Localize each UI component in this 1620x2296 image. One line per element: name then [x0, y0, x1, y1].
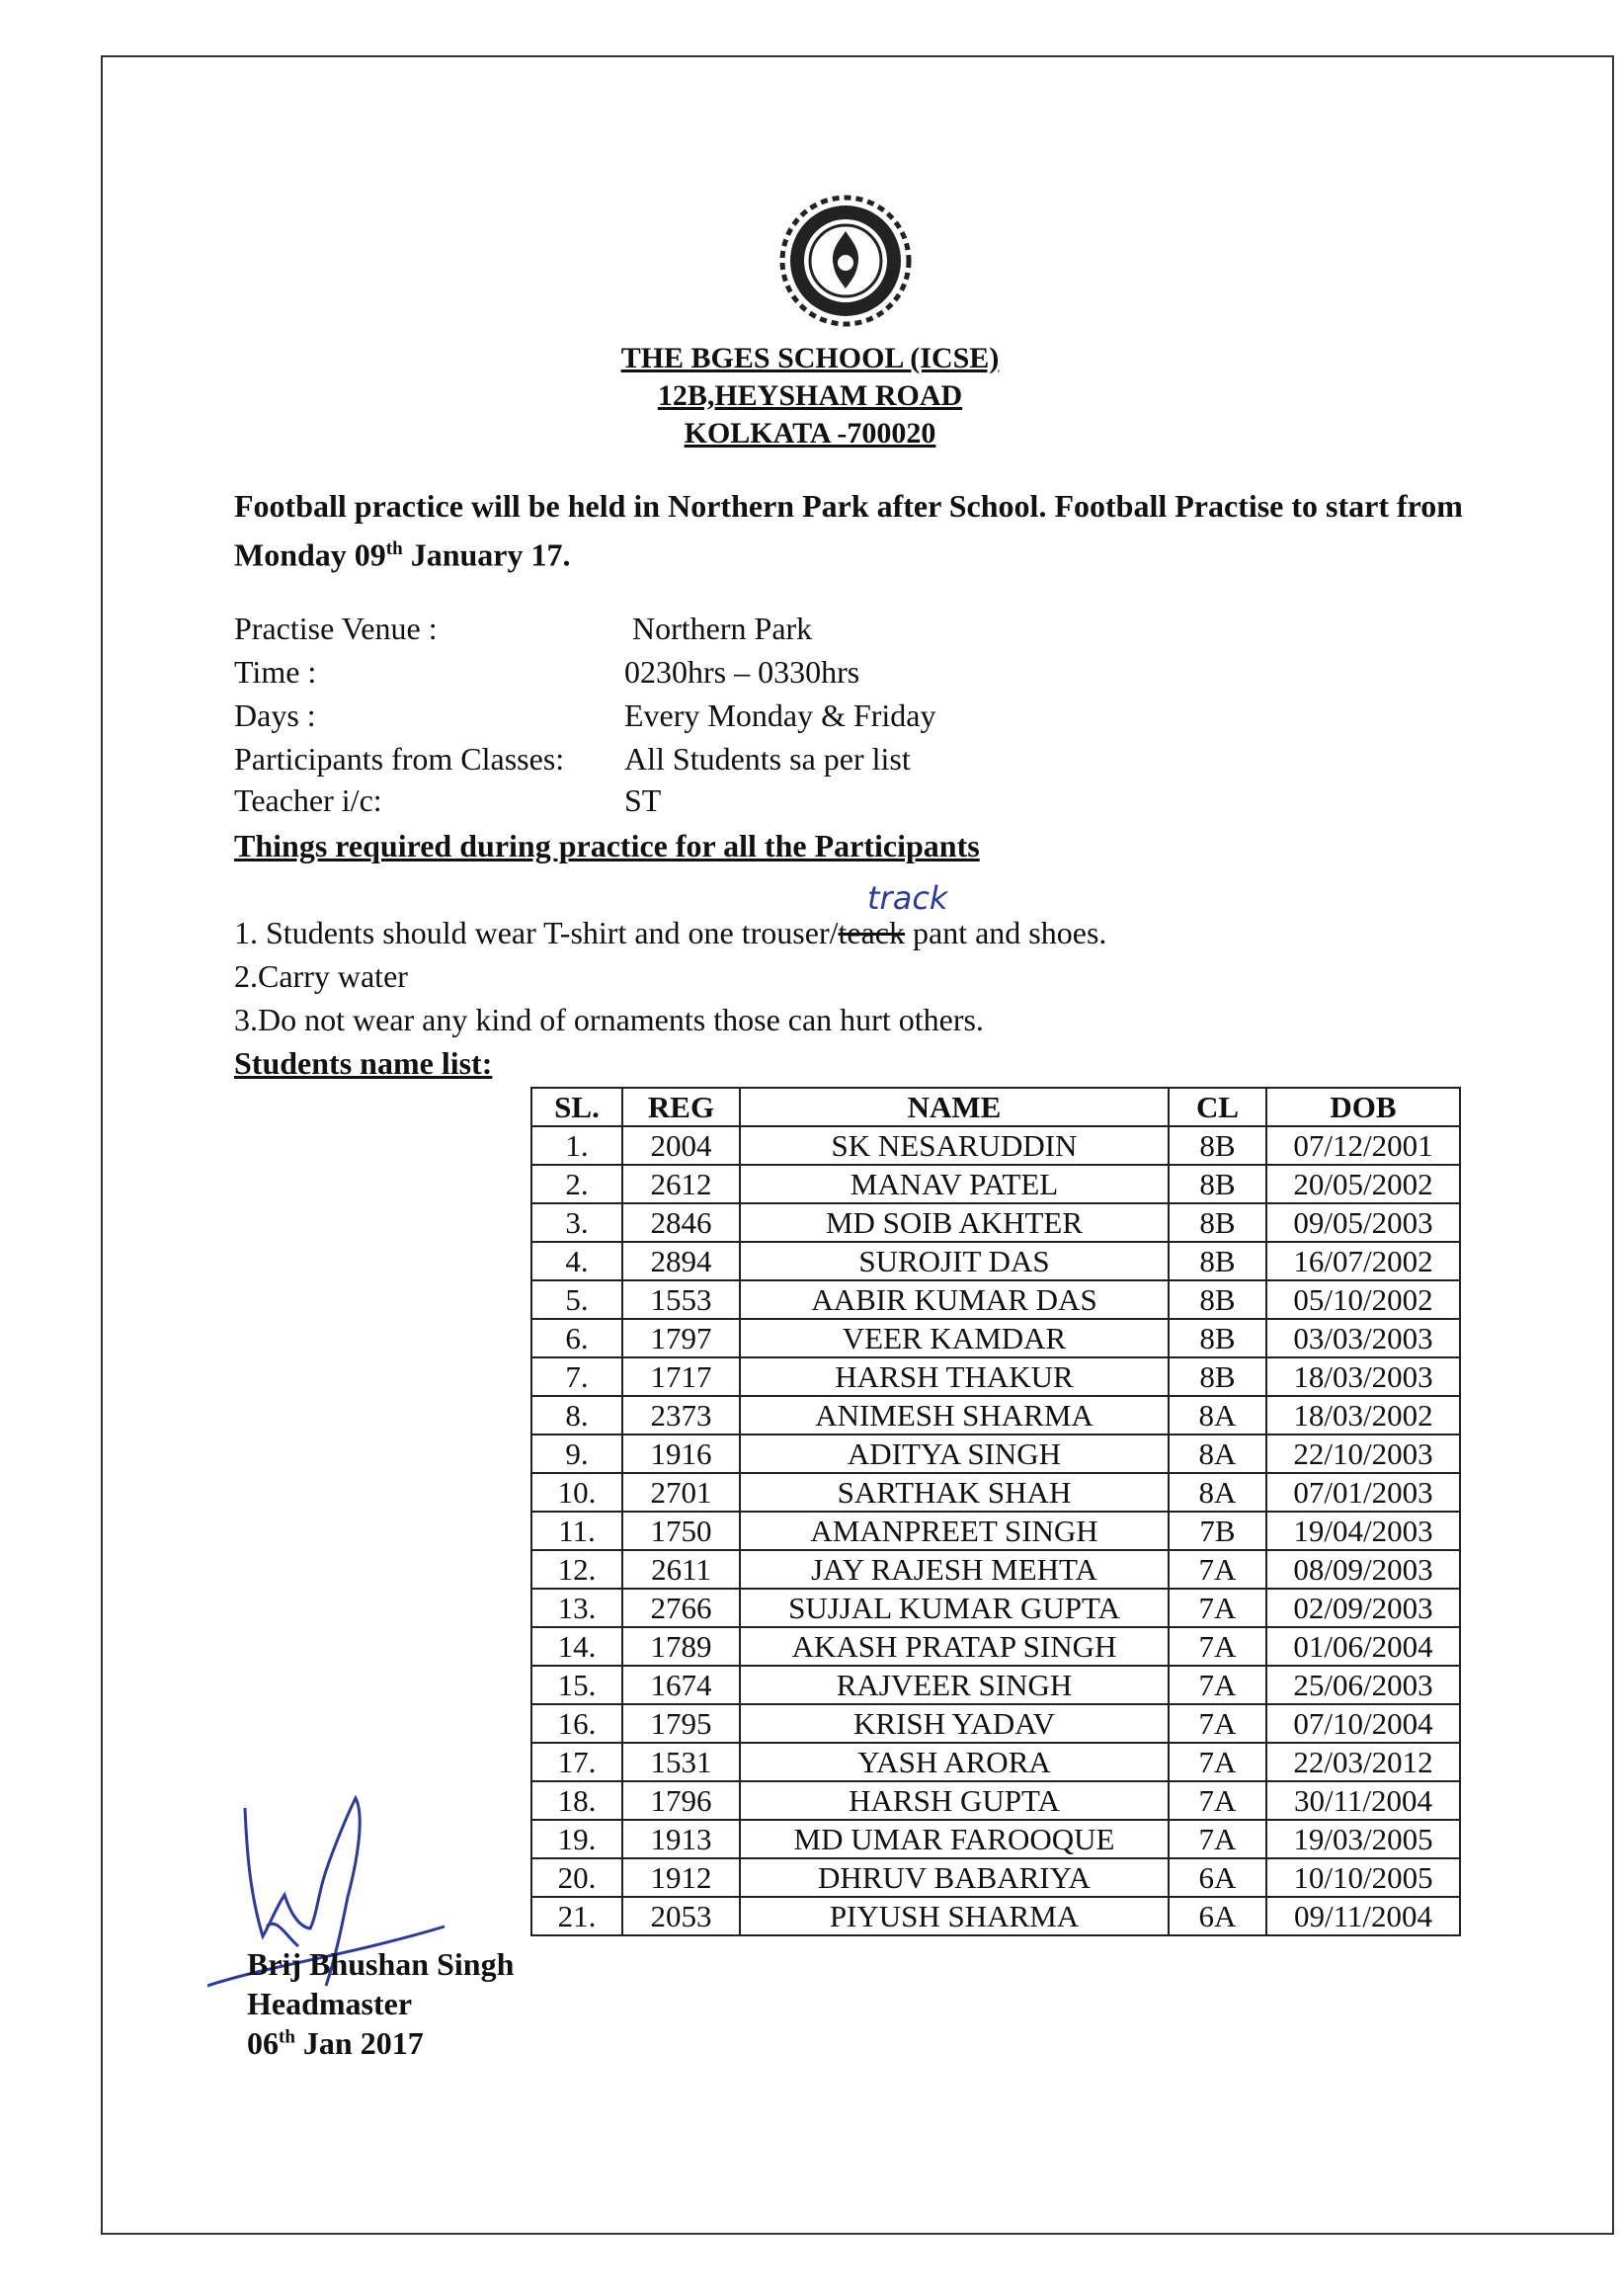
column-header: SL. [531, 1088, 622, 1126]
row-serial: 19. [531, 1820, 622, 1858]
table-row [531, 1589, 1460, 1627]
row-name: YASH ARORA [740, 1743, 1169, 1781]
row-dob: 19/03/2005 [1266, 1820, 1460, 1858]
row-name: VEER KAMDAR [740, 1319, 1169, 1357]
row-name: AABIR KUMAR DAS [740, 1280, 1169, 1319]
table-row [531, 1512, 1460, 1550]
row-name: KRISH YADAV [740, 1704, 1169, 1743]
row-dob: 03/03/2003 [1266, 1319, 1460, 1357]
row-dob: 25/06/2003 [1266, 1666, 1460, 1704]
handwritten-correction: track [867, 879, 948, 917]
requirements-heading: Things required during practice for all the Participants [234, 828, 980, 863]
row-class: 8B [1169, 1126, 1266, 1165]
row-dob: 22/10/2003 [1266, 1435, 1460, 1473]
school-name: THE BGES SCHOOL (ICSE) [620, 342, 1000, 374]
table-row [531, 1126, 1460, 1165]
row-class: 8B [1169, 1242, 1266, 1280]
row-class: 8B [1169, 1319, 1266, 1357]
row-class: 6A [1169, 1897, 1266, 1935]
row-dob: 10/10/2005 [1266, 1858, 1460, 1897]
signatory-title: Headmaster [247, 1986, 413, 2021]
teacher-label: Teacher i/c: [234, 782, 382, 818]
table-row [531, 1550, 1460, 1589]
row-serial: 4. [531, 1242, 622, 1280]
table-row [531, 1743, 1460, 1781]
row-dob: 02/09/2003 [1266, 1589, 1460, 1627]
row-class: 8B [1169, 1357, 1266, 1396]
row-reg: 1916 [622, 1435, 740, 1473]
column-header: REG [622, 1088, 740, 1126]
row-serial: 8. [531, 1396, 622, 1435]
row-serial: 7. [531, 1357, 622, 1396]
time-label: Time : [234, 654, 317, 690]
row-dob: 18/03/2002 [1266, 1396, 1460, 1435]
row-dob: 30/11/2004 [1266, 1781, 1460, 1820]
table-row [531, 1781, 1460, 1820]
row-reg: 1531 [622, 1743, 740, 1781]
row-dob: 07/12/2001 [1266, 1126, 1460, 1165]
row-reg: 2612 [622, 1165, 740, 1203]
requirement-item: 2.Carry water [234, 958, 408, 994]
table-row [531, 1820, 1460, 1858]
row-dob: 16/07/2002 [1266, 1242, 1460, 1280]
row-class: 8A [1169, 1396, 1266, 1435]
table-row [531, 1897, 1460, 1935]
row-reg: 1750 [622, 1512, 740, 1550]
table-row [531, 1280, 1460, 1319]
row-serial: 5. [531, 1280, 622, 1319]
row-class: 8B [1169, 1165, 1266, 1203]
row-serial: 13. [531, 1589, 622, 1627]
column-header: DOB [1266, 1088, 1460, 1126]
row-dob: 08/09/2003 [1266, 1550, 1460, 1589]
table-row [531, 1627, 1460, 1666]
row-class: 7A [1169, 1550, 1266, 1589]
signatory-name: Brij Bhushan Singh [247, 1946, 515, 1982]
column-header: NAME [740, 1088, 1169, 1126]
row-class: 7A [1169, 1627, 1266, 1666]
row-name: SK NESARUDDIN [740, 1126, 1169, 1165]
row-serial: 17. [531, 1743, 622, 1781]
row-reg: 1717 [622, 1357, 740, 1396]
row-dob: 05/10/2002 [1266, 1280, 1460, 1319]
row-dob: 20/05/2002 [1266, 1165, 1460, 1203]
row-serial: 18. [531, 1781, 622, 1820]
row-serial: 12. [531, 1550, 622, 1589]
row-reg: 2894 [622, 1242, 740, 1280]
row-name: DHRUV BABARIYA [740, 1858, 1169, 1897]
row-reg: 1789 [622, 1627, 740, 1666]
table-row [531, 1165, 1460, 1203]
row-class: 7A [1169, 1820, 1266, 1858]
row-dob: 19/04/2003 [1266, 1512, 1460, 1550]
column-header: CL [1169, 1088, 1266, 1126]
row-dob: 07/10/2004 [1266, 1704, 1460, 1743]
row-name: HARSH GUPTA [740, 1781, 1169, 1820]
row-reg: 1797 [622, 1319, 740, 1357]
row-dob: 07/01/2003 [1266, 1473, 1460, 1512]
row-name: SUJJAL KUMAR GUPTA [740, 1589, 1169, 1627]
row-reg: 2701 [622, 1473, 740, 1512]
row-dob: 09/11/2004 [1266, 1897, 1460, 1935]
row-serial: 1. [531, 1126, 622, 1165]
row-reg: 1553 [622, 1280, 740, 1319]
row-reg: 2611 [622, 1550, 740, 1589]
school-city: KOLKATA -700020 [684, 417, 936, 450]
time-value: 0230hrs – 0330hrs [624, 654, 860, 690]
row-class: 7A [1169, 1781, 1266, 1820]
students-table [530, 1087, 1461, 1936]
row-serial: 2. [531, 1165, 622, 1203]
row-reg: 1912 [622, 1858, 740, 1897]
row-name: HARSH THAKUR [740, 1357, 1169, 1396]
table-row [531, 1435, 1460, 1473]
row-serial: 14. [531, 1627, 622, 1666]
table-row [531, 1473, 1460, 1512]
row-serial: 9. [531, 1435, 622, 1473]
table-row [531, 1396, 1460, 1435]
row-reg: 1674 [622, 1666, 740, 1704]
row-reg: 2004 [622, 1126, 740, 1165]
row-name: ANIMESH SHARMA [740, 1396, 1169, 1435]
row-class: 8B [1169, 1280, 1266, 1319]
school-emblem-icon [778, 194, 913, 328]
table-header-row [531, 1088, 1460, 1126]
table-row [531, 1203, 1460, 1242]
row-dob: 22/03/2012 [1266, 1743, 1460, 1781]
row-serial: 3. [531, 1203, 622, 1242]
row-serial: 20. [531, 1858, 622, 1897]
table-row [531, 1242, 1460, 1280]
row-dob: 18/03/2003 [1266, 1357, 1460, 1396]
row-class: 8A [1169, 1473, 1266, 1512]
row-name: RAJVEER SINGH [740, 1666, 1169, 1704]
school-address: 12B,HEYSHAM ROAD [657, 379, 963, 412]
row-serial: 11. [531, 1512, 622, 1550]
participants-label: Participants from Classes: [234, 741, 565, 777]
struck-word: teack [838, 915, 905, 950]
row-name: MANAV PATEL [740, 1165, 1169, 1203]
teacher-value: ST [624, 782, 662, 818]
table-row [531, 1319, 1460, 1357]
row-serial: 16. [531, 1704, 622, 1743]
row-serial: 21. [531, 1897, 622, 1935]
requirement-item: 1. Students should wear T-shirt and one trouser/teack pant and shoes. [234, 915, 1107, 950]
row-name: MD SOIB AKHTER [740, 1203, 1169, 1242]
row-class: 7A [1169, 1589, 1266, 1627]
intro-paragraph: Football practice will be held in Northern Park after School. Football Practise to start from Monday 09th January 17. [234, 488, 1463, 573]
row-class: 6A [1169, 1858, 1266, 1897]
row-class: 7A [1169, 1704, 1266, 1743]
venue-label: Practise Venue : [234, 611, 438, 646]
row-class: 7B [1169, 1512, 1266, 1550]
table-row [531, 1357, 1460, 1396]
row-reg: 1913 [622, 1820, 740, 1858]
row-dob: 01/06/2004 [1266, 1627, 1460, 1666]
row-class: 8B [1169, 1203, 1266, 1242]
row-serial: 15. [531, 1666, 622, 1704]
row-serial: 6. [531, 1319, 622, 1357]
days-label: Days : [234, 697, 316, 733]
row-reg: 2373 [622, 1396, 740, 1435]
row-reg: 2766 [622, 1589, 740, 1627]
days-value: Every Monday & Friday [624, 697, 936, 733]
row-name: ADITYA SINGH [740, 1435, 1169, 1473]
row-name: AMANPREET SINGH [740, 1512, 1169, 1550]
row-name: JAY RAJESH MEHTA [740, 1550, 1169, 1589]
row-name: MD UMAR FAROOQUE [740, 1820, 1169, 1858]
row-name: SUROJIT DAS [740, 1242, 1169, 1280]
row-reg: 2053 [622, 1897, 740, 1935]
signature-date: 06th Jan 2017 [247, 2025, 424, 2061]
row-serial: 10. [531, 1473, 622, 1512]
row-reg: 1796 [622, 1781, 740, 1820]
table-row [531, 1858, 1460, 1897]
row-class: 7A [1169, 1666, 1266, 1704]
participants-value: All Students sa per list [624, 741, 911, 777]
venue-value: Northern Park [632, 611, 813, 646]
row-name: AKASH PRATAP SINGH [740, 1627, 1169, 1666]
requirement-item: 3.Do not wear any kind of ornaments those can hurt others. [234, 1002, 984, 1037]
row-class: 7A [1169, 1743, 1266, 1781]
row-reg: 2846 [622, 1203, 740, 1242]
students-heading: Students name list: [234, 1045, 493, 1081]
row-dob: 09/05/2003 [1266, 1203, 1460, 1242]
row-name: PIYUSH SHARMA [740, 1897, 1169, 1935]
row-class: 8A [1169, 1435, 1266, 1473]
row-name: SARTHAK SHAH [740, 1473, 1169, 1512]
row-reg: 1795 [622, 1704, 740, 1743]
table-row [531, 1704, 1460, 1743]
table-row [531, 1666, 1460, 1704]
